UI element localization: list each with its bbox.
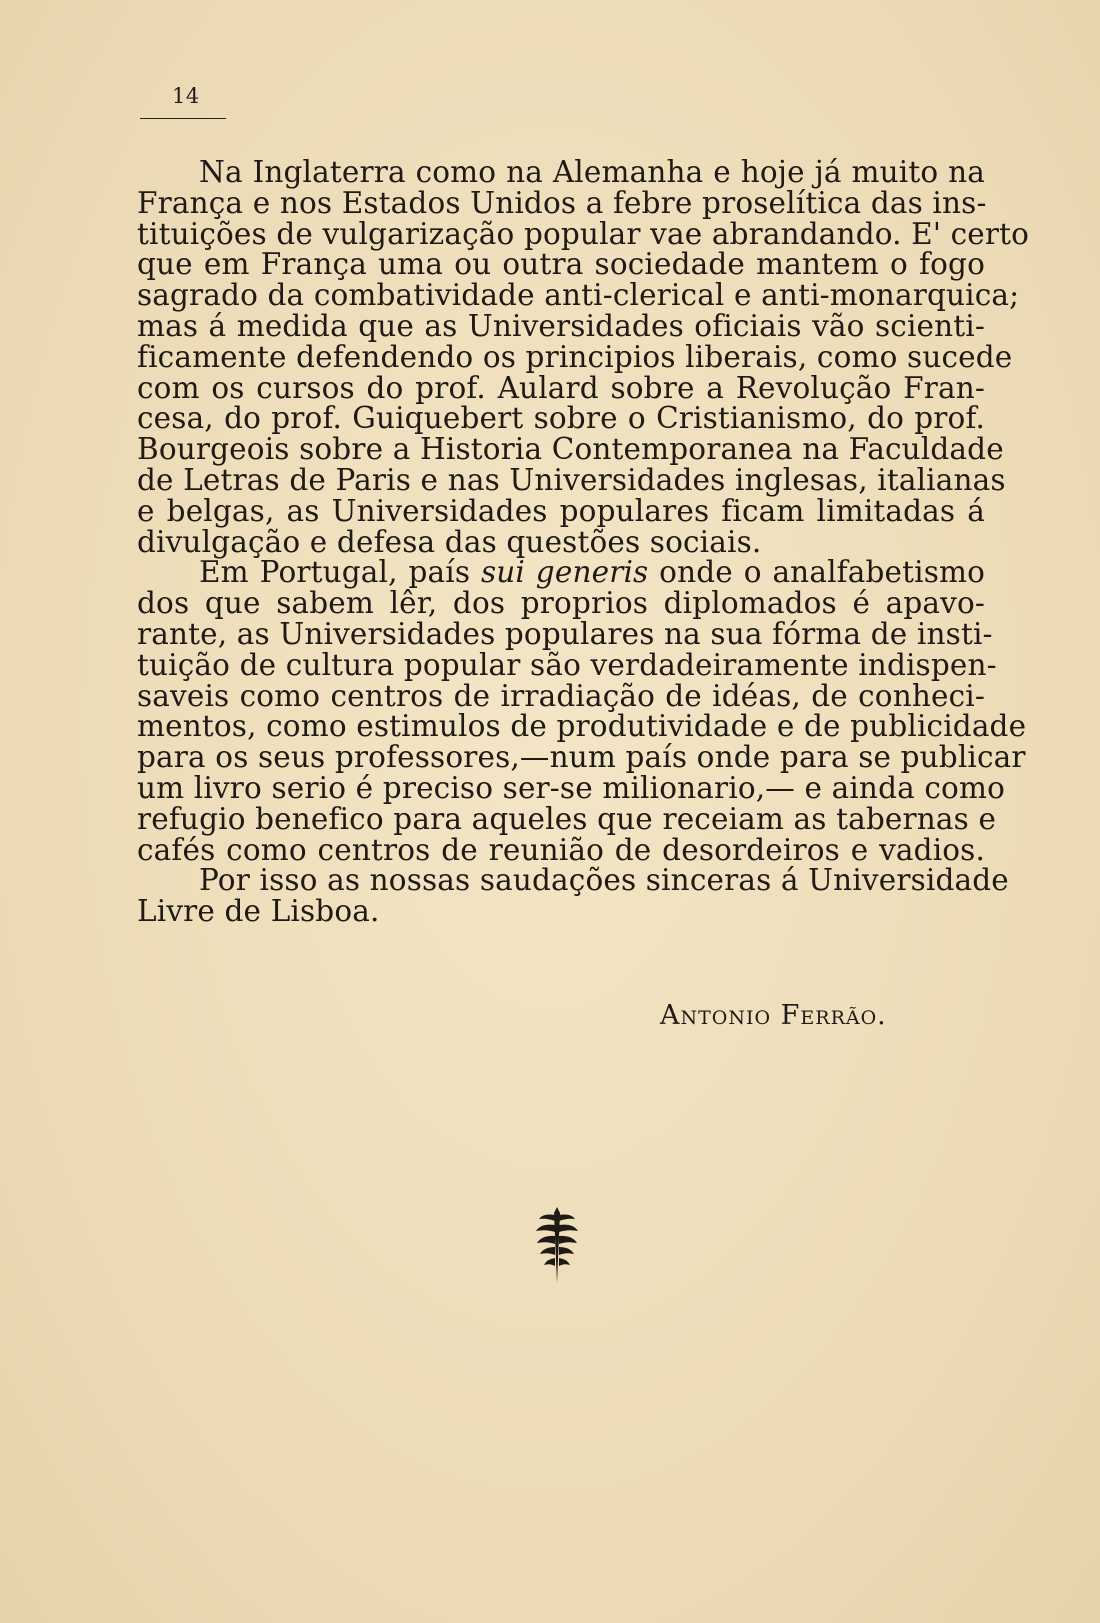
printer-ornament-icon xyxy=(533,1205,581,1285)
text-line: tuição de cultura popular são verdadeiramente indispen- xyxy=(137,647,997,682)
text-line: dos que sabem lêr, dos proprios diplomados é apavo- xyxy=(137,586,985,621)
page-number-rule xyxy=(140,118,226,119)
text-line: França e nos Estados Unidos a febre proselítica das ins- xyxy=(137,185,987,220)
text-line: um livro serio é preciso ser-se milionario,— e ainda como xyxy=(137,770,1005,805)
text-line: Na Inglaterra como na Alemanha e hoje já muito na xyxy=(199,155,985,189)
text-line: Por isso as nossas saudações sinceras á Universidade xyxy=(199,863,1009,898)
text-line: que em França uma ou outra sociedade mantem o fogo xyxy=(137,247,985,282)
text-line: mentos, como estimulos de produtividade e de publicidade xyxy=(137,709,1027,744)
text-line: Bourgeois sobre a Historia Contemporanea na Faculdade xyxy=(137,432,1004,467)
text-line: saveis como centros de irradiação de idéas, de conheci- xyxy=(137,678,985,713)
text-line-part: Em Portugal, país xyxy=(199,555,481,590)
text-line: sagrado da combatividade anti-clerical e anti-monarquica; xyxy=(137,278,1020,313)
text-line: para os seus professores,—num país onde para se publicar xyxy=(137,740,1026,775)
page-number: 14 xyxy=(172,84,200,108)
text-line: ficamente defendendo os principios liberais, como sucede xyxy=(137,339,1013,374)
text-line: de Letras de Paris e nas Universidades inglesas, italianas xyxy=(137,462,1006,497)
text-line: refugio benefico para aqueles que receiam as tabernas e xyxy=(137,801,997,836)
signature: Antonio Ferrão. xyxy=(660,1000,887,1031)
text-line: cesa, do prof. Guiquebert sobre o Cristianismo, do prof. xyxy=(137,401,985,436)
text-line-part: onde o analfabetismo xyxy=(648,555,986,590)
text-line: mas á medida que as Universidades oficiais vão scienti- xyxy=(137,308,985,343)
body-text xyxy=(137,155,1030,929)
text-line: rante, as Universidades populares na sua fórma de insti- xyxy=(137,616,993,651)
text-line: e belgas, as Universidades populares ficam limitadas á xyxy=(137,493,985,528)
text-line: cafés como centros de reunião de desordeiros e vadios. xyxy=(137,832,985,867)
text-line: com os cursos do prof. Aulard sobre a Revolução Fran- xyxy=(137,370,985,405)
text-line xyxy=(137,557,985,588)
text-line: divulgação e defesa das questões sociais. xyxy=(137,524,762,559)
italic-phrase: sui generis xyxy=(480,555,649,590)
text-line: Livre de Lisboa. xyxy=(137,894,380,929)
text-line: tituições de vulgarização popular vae abrandando. E' certo xyxy=(137,216,1030,251)
